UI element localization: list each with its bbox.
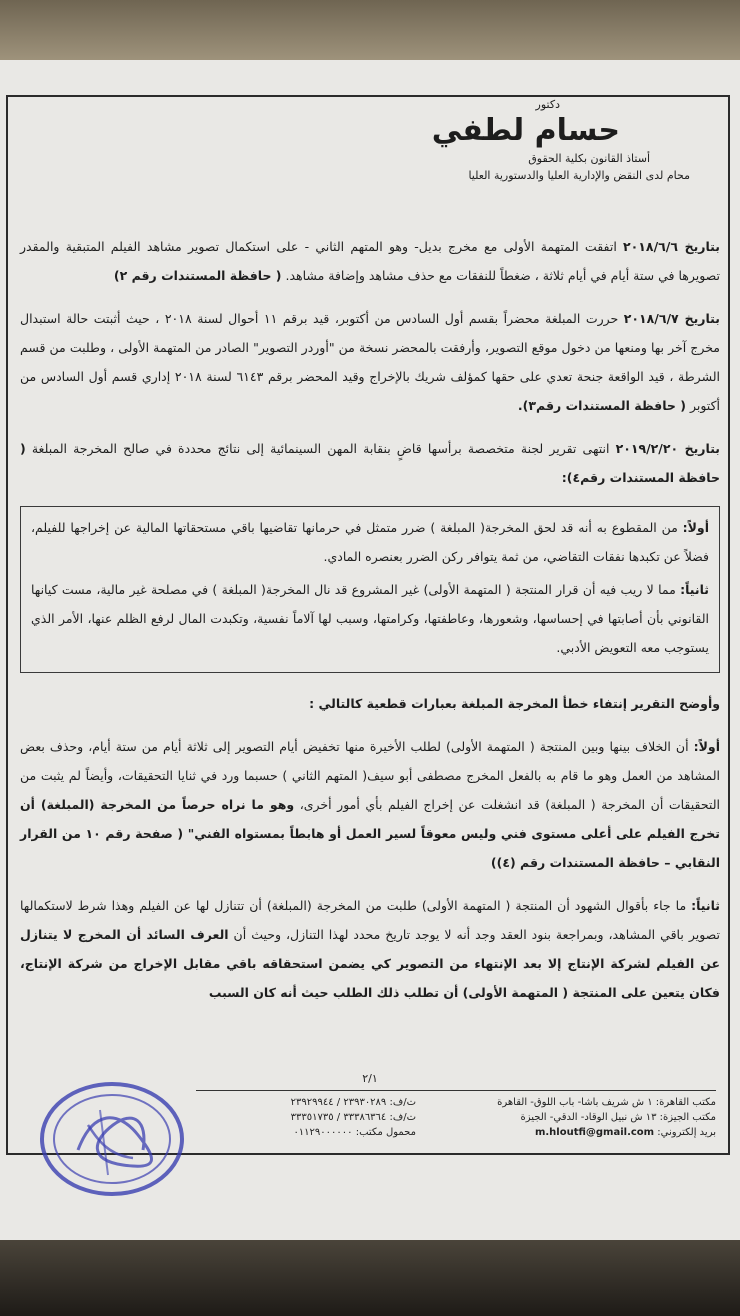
quote-first-text: من المقطوع به أنه قد لحق المخرجة( المبلغة ) ضرر متمثل في حرمانها تقاضيها باقي مستحقاتها المالية عن إخراجها للفيلم، فضلاً عن تكبدها نفقات التقاضي، من ثمة يتوافر ركن الضرر بعنصره المادي. <box>31 520 709 564</box>
paragraph-3-text: انتهى تقرير لجنة متخصصة برأسها قاضٍ بنقابة المهن السينمائية إلى نتائج محددة في صالح المخرجة المبلغة <box>25 441 616 456</box>
quote-second-lead: ثانياً: <box>680 582 709 597</box>
letter-footer <box>196 1090 716 1147</box>
footer-phones <box>196 1095 416 1140</box>
paragraph-1-text: اتفقت المتهمة الأولى مع مخرج بديل- وهو المتهم الثاني - على استكمال تصوير مشاهد الفيلم المتبقية والمقدر تصويرها في ستة أيام في أيام ثلاثة ، ضغطاً للنفقات مع حذف مشاهد وإضافة مشاهد. <box>20 239 720 283</box>
paragraph-2-text: حررت المبلغة محضراً بقسم أول السادس من أكتوبر، قيد برقم ١١ أحوال لسنة ٢٠١٨ ، حيث أثبتت حالة استبدال مخرج آخر بها ومنعها من دخول موقع التصوير، وأرفقت بالمحضر نسخة من "أوردر التصوير" الصادر من المتهمة الأولى ، وطلبت من قسم الشرطة ، قيد الواقعة جنحة تعدي على حقها كمؤلف شريك بالإخراج وقيد المحضر برقم ٦١٤٣ لسنة ٢٠١٨ إداري قسم أول السادس من أكتوبر <box>20 311 721 413</box>
paragraph-3-reference: ( حافظة المستندات رقم٤): <box>20 441 720 485</box>
paragraph-3-date: بتاريخ ٢٠١٩/٢/٢٠ <box>615 441 720 456</box>
report-second-lead: ثانياً: <box>691 898 720 913</box>
report-second <box>20 891 720 1007</box>
report-first-bold: وهو ما نراه حرصاً من المخرجة (المبلغة) أن تخرج الفيلم على أعلى مستوى فني وليس معوقاً لسير العمل أو هابطاً بمستواه الفني" ( صفحة رقم ١٠ من القرار النقابي – حافظة المستندات رقم (٤)) <box>20 797 720 870</box>
footer-giza-office: مكتب الجيزة: ١٣ ش نبيل الوقاد- الدقي- الجيزة <box>520 1112 716 1123</box>
quote-second <box>31 575 709 662</box>
letterhead <box>370 98 710 182</box>
paragraph-1 <box>20 232 720 290</box>
report-first-lead: أولاً: <box>693 739 720 754</box>
paragraph-2-date: بتاريخ ٢٠١٨/٦/٧ <box>623 311 720 326</box>
footer-cairo-phones: ت/ف: ٢٣٩٣٠٢٨٩ / ٢٣٩٢٩٩٤٤ <box>290 1097 416 1108</box>
document-body <box>20 232 720 1021</box>
background-bottom <box>0 1240 740 1316</box>
paragraph-1-reference: ( حافظة المستندات رقم ٢) <box>113 268 282 283</box>
quote-first <box>31 513 709 571</box>
report-first-text: أن الخلاف بينها وبين المنتجة ( المتهمة الأولى) لطلب الأخيرة منها تخفيض أيام التصوير إلى ثلاثة أيام من ستة أيام، وحذف بعض المشاهد من العمل وهو ما قام به بالفعل المخرج مصطفى أبو سيف( المتهم الثاني ) حسبما ورد في ثنايا التحقيقات، وأيضاً لم يثبت من التحقيقات أن المخرجة ( المبلغة) قد انشغلت عن إخراج الفيلم بأي أمور أخرى، <box>20 739 720 812</box>
quote-first-lead: أولاً: <box>682 520 709 535</box>
letterhead-subtitle-2: محام لدى النقض والإدارية العليا والدستورية العليا <box>468 169 690 182</box>
footer-cairo-office: مكتب القاهرة: ١ ش شريف باشا- باب اللوق- القاهرة <box>497 1097 716 1108</box>
paragraph-3 <box>20 434 720 492</box>
report-first <box>20 732 720 877</box>
footer-email-label: بريد إلكتروني: <box>657 1127 716 1138</box>
quoted-findings-box <box>20 506 720 673</box>
office-stamp-icon <box>38 1080 186 1198</box>
letterhead-subtitle: أستاذ القانون بكلية الحقوق <box>528 152 650 165</box>
footer-email: m.hloutfi@gmail.com <box>534 1127 655 1138</box>
letterhead-title: دكتور <box>535 98 560 111</box>
footer-giza-phones: ت/ف: ٣٣٣٨٦٣٦٤ / ٣٣٣٥١٧٣٥ <box>290 1112 416 1123</box>
page-number: ٢/١ <box>362 1072 378 1085</box>
report-heading: وأوضح التقرير إنتفاء خطأ المخرجة المبلغة بعبارات قطعية كالتالي : <box>309 696 720 711</box>
paragraph-1-date: بتاريخ ٢٠١٨/٦/٦ <box>623 239 720 254</box>
footer-mobile: محمول مكتب: ٠١١٢٩٠٠٠٠٠٠ <box>293 1127 416 1138</box>
footer-addresses <box>426 1095 716 1140</box>
footer-email-row <box>426 1125 716 1140</box>
quote-second-text: مما لا ريب فيه أن قرار المنتجة ( المتهمة الأولى) غير المشروع قد نال المخرجة( المبلغة ) في مصلحة غير مالية، مست كيانها القانوني بأن أصابتها في إحساسها، وشعورها، وعاطفتها، وكرامتها، وسبب لها آلاماً نفسية، وتكبدت المال لرفع الظلم عنها، الأمر الذي يستوجب معه التعويض الأدبي. <box>31 582 709 655</box>
letterhead-name: حسام لطفي <box>431 113 620 148</box>
report-second-bold: العرف السائد أن المخرج لا يتنازل عن الفيلم لشركة الإنتاج إلا بعد الإنتهاء من التصوير كي يضمن استحقاقه باقي مقابل الإخراج من شركة الإنتاج، فكان يتعين على المنتجة ( المتهمة الأولى) أن تطلب ذلك الطلب حيث أنه كان السبب <box>20 927 720 1000</box>
paragraph-2-reference: ( حافظة المستندات رقم٣). <box>517 398 686 413</box>
report-second-text: ما جاء بأقوال الشهود أن المنتجة ( المتهمة الأولى) طلبت من المخرجة (المبلغة) أن تتنازل لها عن الفيلم وهذا شرط لاستكمالها تصوير باقي المشاهد، وبمراجعة بنود العقد وجد أنه لا يوجد تاريخ محدد لهذا التنازل، وحيث أن <box>20 898 720 942</box>
paragraph-2 <box>20 304 720 420</box>
